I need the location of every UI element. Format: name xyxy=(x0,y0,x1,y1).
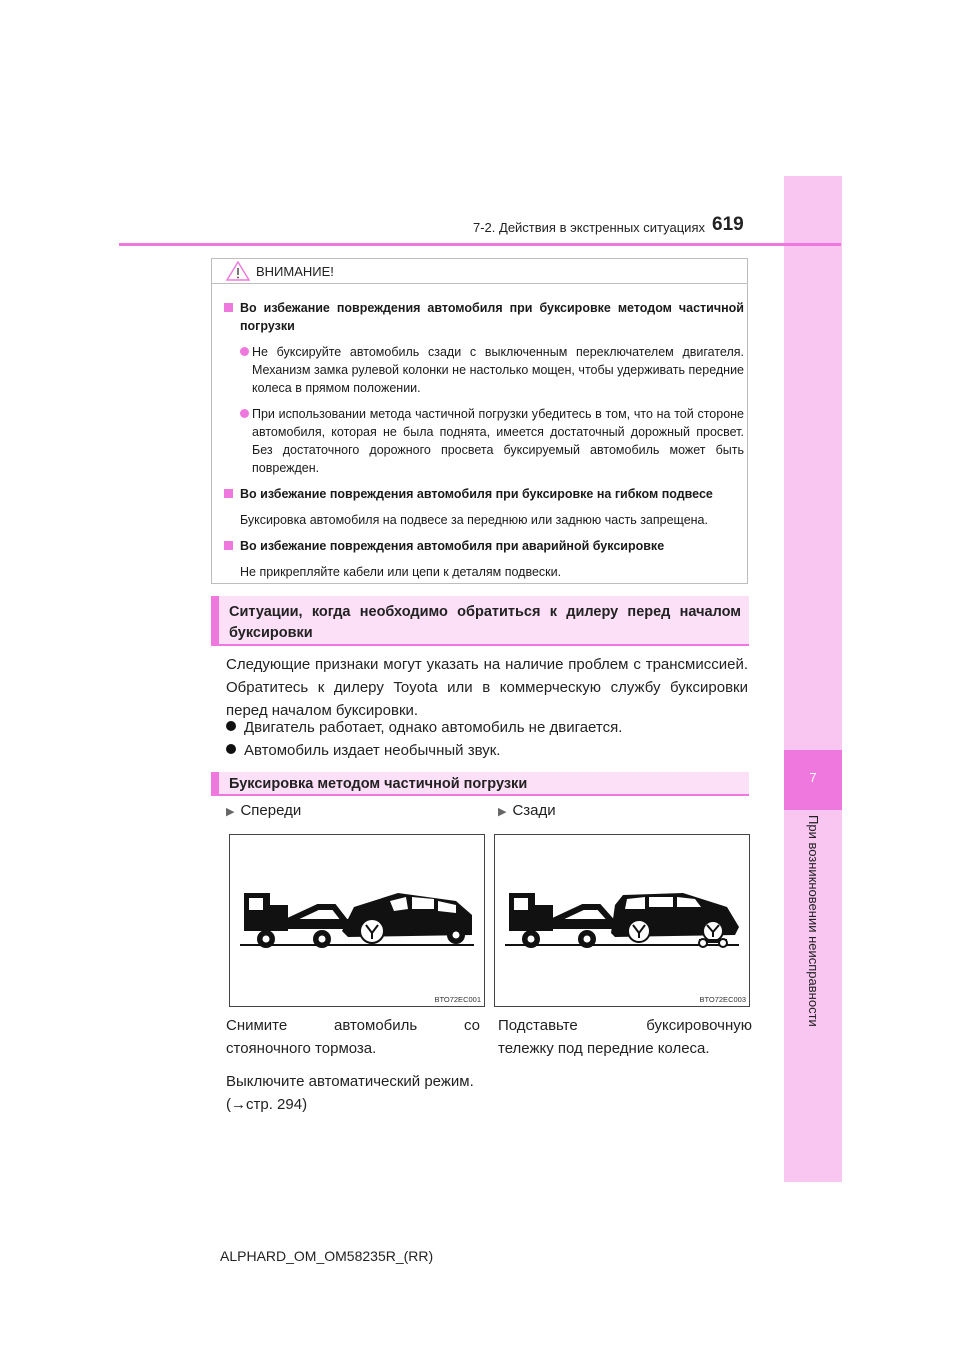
caption-paragraph xyxy=(226,1014,480,1060)
triangle-right-icon: ▶ xyxy=(226,806,235,818)
caption-word: Снимите xyxy=(226,1017,288,1034)
square-bullet-icon xyxy=(224,489,233,498)
caption-line: тележку под передние колеса. xyxy=(498,1040,710,1057)
chapter-number: 7 xyxy=(809,770,817,785)
warning-heading xyxy=(224,299,744,335)
front-view-label xyxy=(226,802,301,819)
section-title-partial-load: Буксировка методом частичной погрузки xyxy=(211,772,749,796)
warning-text: Буксировка автомобиля на подвесе за переднюю или заднюю часть запрещена. xyxy=(240,513,708,527)
list-item xyxy=(226,739,748,762)
rear-view-label xyxy=(498,802,556,819)
square-bullet-icon xyxy=(224,303,233,312)
square-bullet-icon xyxy=(224,541,233,550)
list-item-text: Автомобиль издает необычный звук. xyxy=(244,742,501,759)
list-item-text: Двигатель работает, однако автомобиль не двигается. xyxy=(244,719,623,736)
caption-line xyxy=(226,1014,480,1037)
warning-content xyxy=(224,299,744,589)
header-divider xyxy=(119,243,841,246)
list-item xyxy=(226,716,748,739)
warning-heading-text: Во избежание повреждения автомобиля при аварийной буксировке xyxy=(240,539,665,553)
warning-heading-text: Во избежание повреждения автомобиля при буксировке на гибком подвесе xyxy=(240,487,713,501)
warning-box xyxy=(211,258,748,584)
caption-line: стояночного тормоза. xyxy=(226,1040,377,1057)
warning-bullet xyxy=(224,343,744,397)
tow-truck-rear-icon xyxy=(495,835,749,1006)
warning-text: Не прикрепляйте кабели или цепи к деталям подвески. xyxy=(240,565,562,579)
chapter-title: При возникновении неисправности xyxy=(806,815,821,1027)
caption-word: автомобиль xyxy=(334,1017,418,1034)
chapter-number-tab xyxy=(784,750,842,810)
circle-bullet-icon xyxy=(240,409,249,418)
warning-title: ВНИМАНИЕ! xyxy=(256,264,334,279)
figure-code: BTO72EC001 xyxy=(434,995,481,1004)
caption-paragraph xyxy=(226,1070,480,1116)
caption-word: буксировочную xyxy=(646,1017,752,1034)
bullet-icon xyxy=(226,721,236,731)
warning-bullet xyxy=(224,405,744,477)
page-reference: (→стр. 294) xyxy=(226,1096,308,1113)
warning-heading xyxy=(224,485,744,503)
bullet-icon xyxy=(226,744,236,754)
front-tow-illustration xyxy=(229,834,485,1007)
rear-label-text: Сзади xyxy=(512,802,556,819)
rear-tow-illustration xyxy=(494,834,750,1007)
triangle-right-icon: ▶ xyxy=(498,806,507,818)
chapter-title-vertical xyxy=(806,815,826,1115)
circle-bullet-icon xyxy=(240,347,249,356)
caption-paragraph xyxy=(498,1014,752,1060)
warning-triangle-icon xyxy=(226,261,250,286)
front-label-text: Спереди xyxy=(240,802,302,819)
warning-bullet-text: Не буксируйте автомобиль сзади с выключенным переключателем двигателя. Механизм замка рулевой колонки не настолько мощен, чтобы удерживать передние колеса в прямом положении. xyxy=(252,345,744,395)
figure-code: BTO72EC003 xyxy=(699,995,746,1004)
footer-doc-code: ALPHARD_OM_OM58235R_(RR) xyxy=(220,1248,434,1264)
caption-word: Подставьте xyxy=(498,1017,578,1034)
section-title-dealer: Ситуации, когда необходимо обратиться к дилеру перед началом буксировки xyxy=(211,596,749,646)
warning-header xyxy=(212,259,747,284)
caption-line xyxy=(498,1014,752,1037)
section-paragraph: Следующие признаки могут указать на наличие проблем с трансмиссией. Обратитесь к дилеру Toyota или в коммерческую службу буксировки перед началом буксировки. xyxy=(226,656,748,719)
caption-word: со xyxy=(463,1017,480,1034)
warning-bullet-text: При использовании метода частичной погрузки убедитесь в том, что на той стороне автомобиля, которая не была поднята, имеется достаточный дорожный просвет. Без достаточного дорожного просвета буксируемый автомобиль может быть поврежден. xyxy=(252,407,744,475)
rear-caption xyxy=(498,1014,752,1070)
warning-heading-text: Во избежание повреждения автомобиля при буксировке методом частичной погрузки xyxy=(240,301,744,333)
tow-truck-front-icon xyxy=(230,835,484,1006)
warning-heading xyxy=(224,537,744,555)
page-number: 619 xyxy=(712,214,744,235)
caption-line: Выключите автоматический режим. xyxy=(226,1073,474,1090)
header-section-title: 7-2. Действия в экстренных ситуациях xyxy=(473,220,705,235)
front-caption xyxy=(226,1014,480,1126)
